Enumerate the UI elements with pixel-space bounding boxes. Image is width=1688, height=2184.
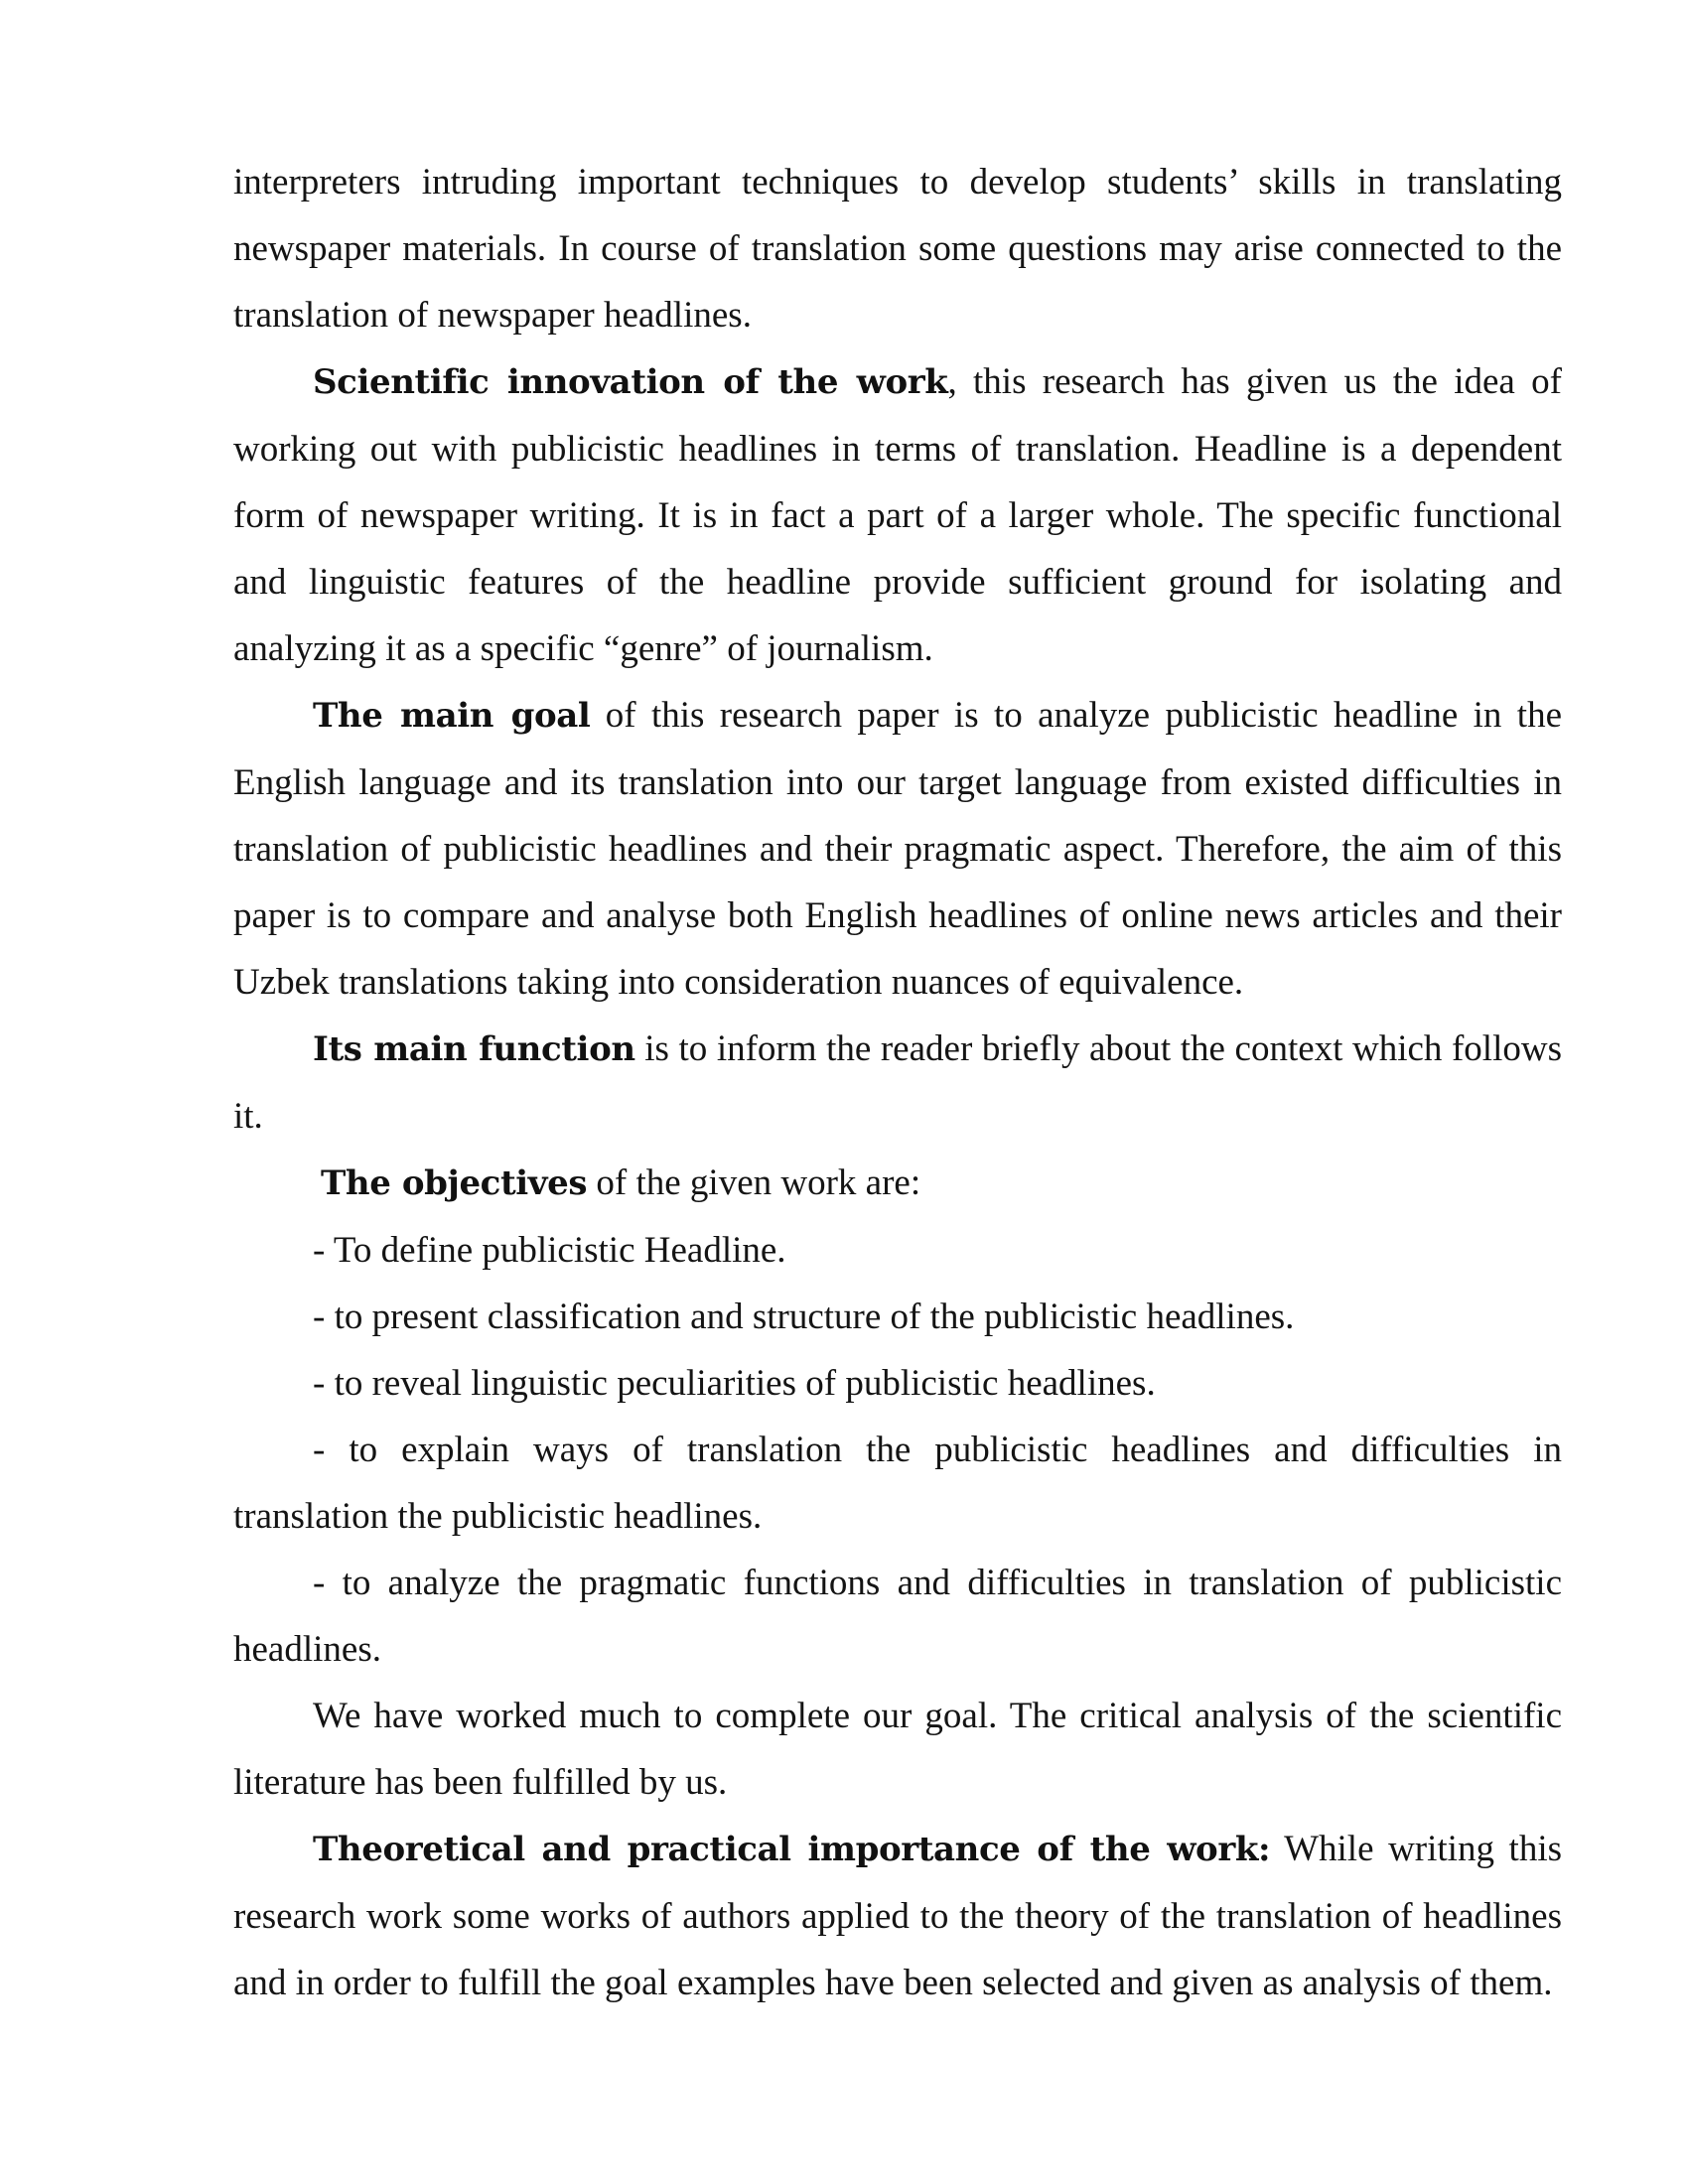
paragraph-main-goal bbox=[233, 682, 1562, 1016]
paragraph-text: , this research has given us the idea of working out with publicistic headlines in terms of translation. Headline is a dependent form of newspaper writing. It is in fact a part of a larger whole. The specific functional and linguistic features of the headline provide sufficient ground for isolating and analyzing it as a specific “genre” of journalism. bbox=[233, 361, 1562, 669]
paragraph-work-done bbox=[233, 1683, 1562, 1816]
paragraph-heading: The main goal bbox=[313, 696, 591, 736]
paragraph-heading: Scientific innovation of the work bbox=[313, 362, 948, 402]
objective-item: - to explain ways of translation the publicistic headlines and difficulties in translation the publicistic headlines. bbox=[233, 1430, 1562, 1537]
document-page bbox=[233, 149, 1562, 2016]
paragraph-objectives-intro bbox=[233, 1150, 1562, 1217]
paragraph-text: interpreters intruding important techniques to develop students’ skills in translating newspaper materials. In course of translation some questions may arise connected to the translation of newspaper headlines. bbox=[233, 162, 1562, 336]
paragraph-main-function bbox=[233, 1016, 1562, 1150]
objective-item: - to present classification and structure of the publicistic headlines. bbox=[313, 1297, 1295, 1337]
paragraph-heading: The objectives bbox=[321, 1163, 588, 1203]
paragraph-intro-continuation bbox=[233, 149, 1562, 348]
paragraph-heading: Its main function bbox=[313, 1029, 635, 1069]
paragraph-heading: Theoretical and practical importance of the work: bbox=[313, 1830, 1271, 1869]
paragraph-text: We have worked much to complete our goal. The critical analysis of the scientific literature has been fulfilled by us. bbox=[233, 1696, 1562, 1803]
paragraph-text: is to inform the reader briefly about the context which follows it. bbox=[233, 1028, 1562, 1137]
objective-item: - To define publicistic Headline. bbox=[313, 1230, 786, 1271]
objective-item: - to reveal linguistic peculiarities of publicistic headlines. bbox=[313, 1363, 1156, 1404]
paragraph-importance bbox=[233, 1816, 1562, 2016]
paragraph-scientific-innovation bbox=[233, 348, 1562, 682]
objective-item: - to analyze the pragmatic functions and difficulties in translation of publicistic headlines. bbox=[233, 1563, 1562, 1670]
paragraph-text: of this research paper is to analyze publicistic headline in the English language and its translation into our target language from existed difficulties in translation of publicistic headlines and their pragmatic aspect. Therefore, the aim of this paper is to compare and analyse both English headlines of online news articles and their Uzbek translations taking into consideration nuances of equivalence. bbox=[233, 695, 1562, 1003]
paragraph-text: While writing this research work some works of authors applied to the theory of the translation of headlines and in order to fulfill the goal examples have been selected and given as analysis of them. bbox=[233, 1829, 1563, 2003]
paragraph-text: of the given work are: bbox=[587, 1162, 921, 1203]
